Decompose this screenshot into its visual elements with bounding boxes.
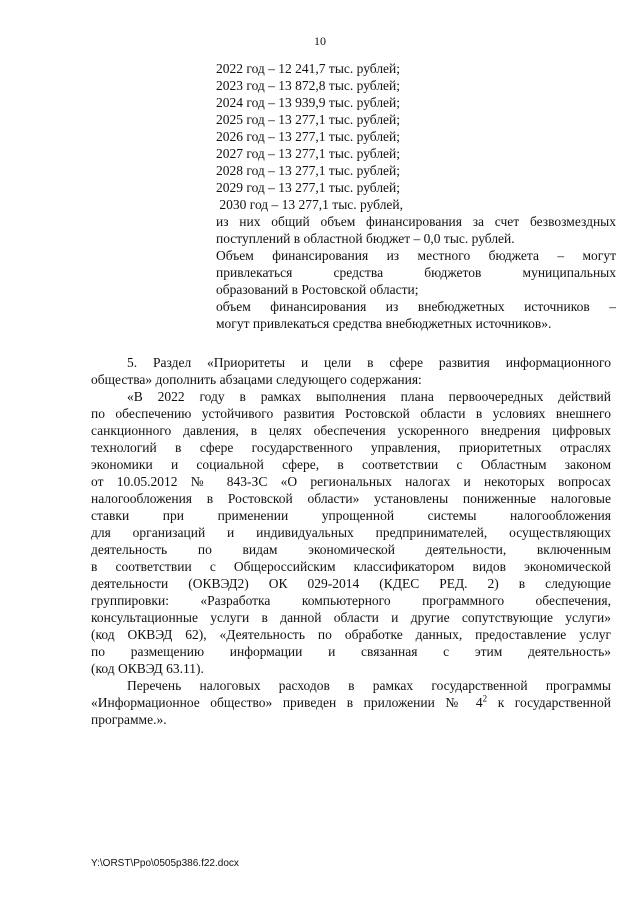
quote-line: деятельности (ОКВЭД2) ОК 029-2014 (КДЕС РЕД. 2) в следующие: [91, 576, 611, 591]
quote-line: налогообложения в Ростовской области» установлены пониженные налоговые: [91, 491, 611, 506]
final-paragraph-line: программе.».: [91, 712, 167, 727]
budget-note-line: объем финансирования из внебюджетных источников –: [216, 299, 616, 314]
budget-block: [216, 60, 616, 332]
budget-year-line: 2022 год – 12 241,7 тыс. рублей;: [216, 61, 401, 76]
budget-year-line: 2025 год – 13 277,1 тыс. рублей;: [216, 112, 401, 127]
quote-line: для организаций и индивидуальных предпринимателей, осуществляющих: [91, 525, 611, 540]
quote-line: экономики и социальной сфере, в соответствии с Областным законом: [91, 457, 611, 472]
budget-note-line: привлекаться средства бюджетов муниципальных: [216, 265, 616, 280]
section5-line: 5. Раздел «Приоритеты и цели в сфере развития информационного: [127, 355, 611, 370]
budget-note-line: могут привлекаться средства внебюджетных источников».: [216, 316, 552, 331]
quote-line: технологий в сфере государственного управления, приоритетных отраслях: [91, 440, 611, 455]
budget-note-line: поступлений в областной бюджет – 0,0 тыс. рублей.: [216, 231, 515, 246]
quote-line: по размещению информации и связанная с этим деятельность»: [91, 644, 611, 659]
quote-line: «В 2022 году в рамках выполнения плана первоочередных действий: [127, 389, 611, 404]
budget-year-line: 2026 год – 13 277,1 тыс. рублей;: [216, 129, 401, 144]
final-paragraph-line: Перечень налоговых расходов в рамках государственной программы: [127, 678, 611, 693]
quote-line: от 10.05.2012 № 843-ЗС «О региональных налогах и некоторых вопросах: [91, 474, 611, 489]
final-line2-text: «Информационное общество» приведен в приложении № 4: [91, 695, 483, 710]
final-line2-tail: к государственной: [487, 695, 612, 710]
budget-note-line: из них общий объем финансирования за счет безвозмездных: [216, 214, 616, 229]
quote-line: деятельность по видам экономической деятельности, включенным: [91, 542, 611, 557]
quote-line: в соответствии с Общероссийским классификатором видов экономической: [91, 559, 611, 574]
quote-line: ставки при применении упрощенной системы налогообложения: [91, 508, 611, 523]
budget-year-line: 2028 год – 13 277,1 тыс. рублей;: [216, 163, 401, 178]
main-text: [91, 354, 611, 728]
budget-note-line: Объем финансирования из местного бюджета – могут: [216, 248, 616, 263]
quote-line: группировки: «Разработка компьютерного программного обеспечения,: [91, 593, 611, 608]
budget-year-line: 2029 год – 13 277,1 тыс. рублей;: [216, 180, 401, 195]
budget-year-line: 2030 год – 13 277,1 тыс. рублей,: [216, 197, 404, 212]
budget-year-line: 2023 год – 13 872,8 тыс. рублей;: [216, 78, 401, 93]
budget-year-line: 2027 год – 13 277,1 тыс. рублей;: [216, 146, 401, 161]
quote-line: консультационные услуги в данной области и другие сопутствующие услуги»: [91, 610, 611, 625]
quote-line: санкционного давления, в целях обеспечения ускоренного внедрения цифровых: [91, 423, 611, 438]
final-paragraph-line: [91, 694, 611, 711]
page-number: 10: [314, 34, 326, 48]
budget-note-line: образований в Ростовской области;: [216, 282, 419, 297]
quote-line: (код ОКВЭД 62), «Деятельность по обработке данных, предоставление услуг: [91, 627, 611, 642]
superscript: 2: [482, 693, 488, 704]
section5-line: общества» дополнить абзацами следующего содержания:: [91, 372, 422, 387]
quote-line: (код ОКВЭД 63.11).: [91, 661, 204, 676]
quote-line: по обеспечению устойчивого развития Ростовской области в условиях внешнего: [91, 406, 611, 421]
budget-year-line: 2024 год – 13 939,9 тыс. рублей;: [216, 95, 401, 110]
footer-file-path: Y:\ORST\Ppo\0505p386.f22.docx: [91, 858, 239, 869]
